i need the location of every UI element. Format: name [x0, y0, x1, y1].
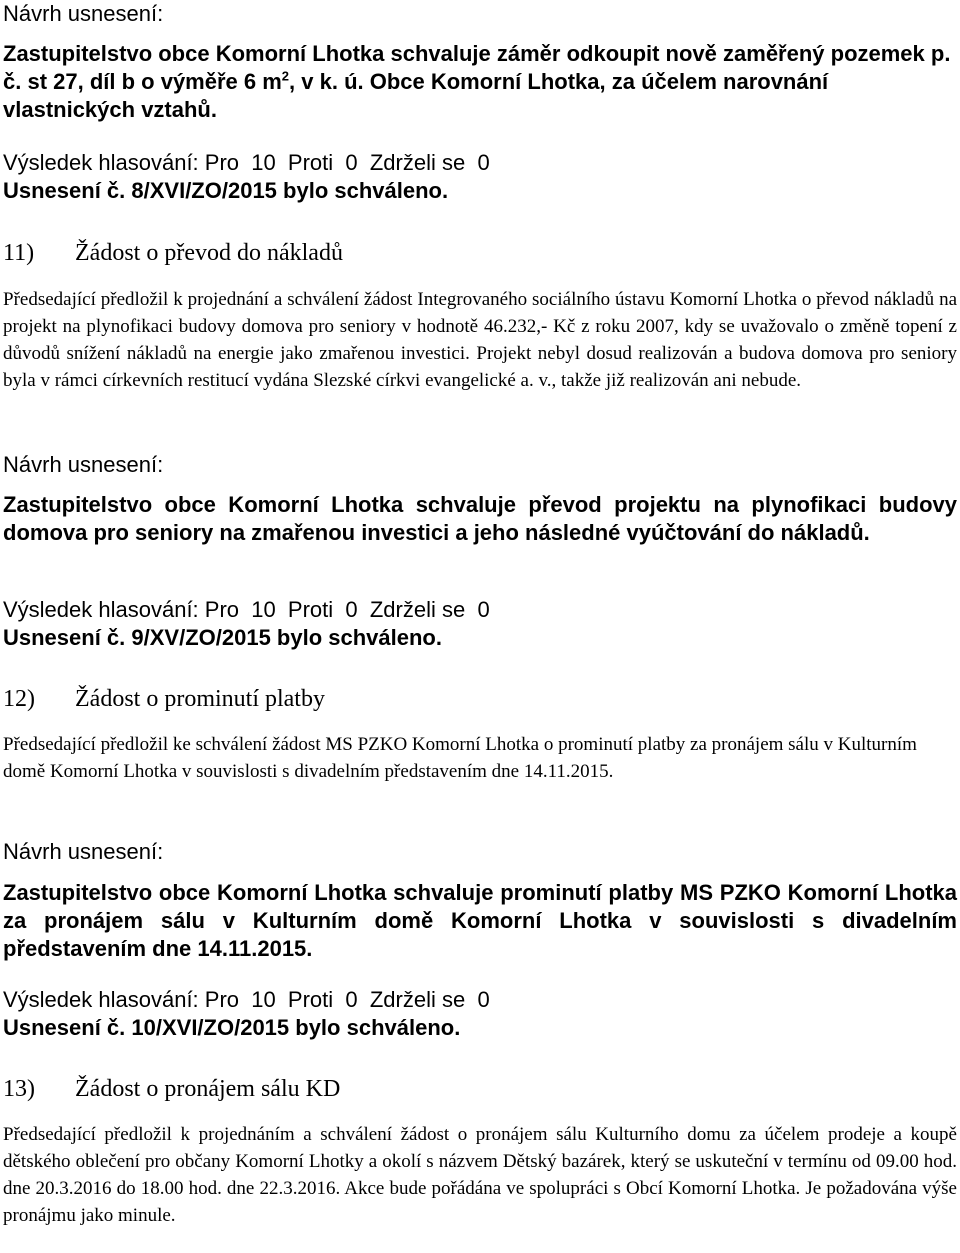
vote-result: Výsledek hlasování: Pro 10 Proti 0 Zdrželi se 0 — [3, 150, 490, 175]
vote-result: Výsledek hlasování: Pro 10 Proti 0 Zdrželi se 0 — [3, 597, 490, 622]
section-body: Předsedající předložil k projednáním a schválení žádost o pronájem sálu Kulturního domu za účelem prodeje a koupě dětského oblečení pro občany Komorní Lhotky a okolí s názvem Dětský bazárek, který se uskuteční v termínu od 09.00 hod. dne 20.3.2016 do 18.00 hod. dne 22.3.2016. Akce bude pořádána ve spolupráci s Obcí Komorní Lhotka. Je požadována výše pronájmu jako minule. — [3, 1124, 957, 1226]
proposal-label: Návrh usnesení: — [3, 839, 164, 864]
proposal-text: Zastupitelstvo obce Komorní Lhotka schvaluje převod projektu na plynofikaci budovy domova pro seniory na zmařenou investici a jeho následné vyúčtování do nákladů. — [3, 492, 957, 545]
proposal-label: Návrh usnesení: — [3, 1, 164, 26]
section-title: Žádost o prominutí platby — [75, 686, 325, 712]
section-title: Žádost o pronájem sálu KD — [75, 1076, 341, 1102]
section-heading — [3, 238, 957, 268]
section-title: Žádost o převod do nákladů — [75, 240, 343, 266]
section-body: Předsedající předložil k projednání a schválení žádost Integrovaného sociálního ústavu Komorní Lhotka o převod nákladů na projekt na plynofikaci budovy domova pro seniory v hodnotě 46.232,- Kč z roku 2007, kdy se uvažovalo o změně topení z důvodů snížení nákladů na energie jako zmařenou investici. Projekt nebyl dosud realizován a budova domova pro seniory byla v rámci církevních restitucí vydána Slezské církvi evangelické a. v., takže již realizován ani nebude. — [3, 289, 957, 391]
resolution-status: Usnesení č. 8/XVI/ZO/2015 bylo schváleno. — [3, 178, 449, 203]
section-number: 11) — [3, 240, 35, 266]
superscript: 2 — [281, 68, 290, 84]
proposal-text — [3, 40, 957, 124]
section-heading — [3, 1074, 957, 1104]
vote-result: Výsledek hlasování: Pro 10 Proti 0 Zdrželi se 0 — [3, 987, 490, 1012]
proposal-text-part: , v k. ú. Obce Komorní Lhotka, za účelem narovnání vlastnických vztahů. — [3, 69, 829, 122]
section-body: Předsedající předložil ke schválení žádost MS PZKO Komorní Lhotka o prominutí platby za pronájem sálu v Kulturním domě Komorní Lhotka v souvislosti s divadelním představením dne 14.11.2015. — [3, 734, 917, 782]
resolution-status: Usnesení č. 9/XV/ZO/2015 bylo schváleno. — [3, 625, 442, 650]
section-heading — [3, 684, 957, 714]
resolution-status: Usnesení č. 10/XVI/ZO/2015 bylo schváleno. — [3, 1015, 461, 1040]
proposal-text-part: Zastupitelstvo obce Komorní Lhotka schvaluje záměr odkoupit nově zaměřený pozemek p. č. st 27, díl b o výměře 6 m — [3, 41, 951, 94]
proposal-label: Návrh usnesení: — [3, 452, 164, 477]
proposal-text: Zastupitelstvo obce Komorní Lhotka schvaluje prominutí platby MS PZKO Komorní Lhotka za pronájem sálu v Kulturním domě Komorní Lhotka v souvislosti s divadelním představením dne 14.11.2015. — [3, 880, 957, 961]
section-number: 13) — [3, 1076, 35, 1102]
section-number: 12) — [3, 686, 35, 712]
